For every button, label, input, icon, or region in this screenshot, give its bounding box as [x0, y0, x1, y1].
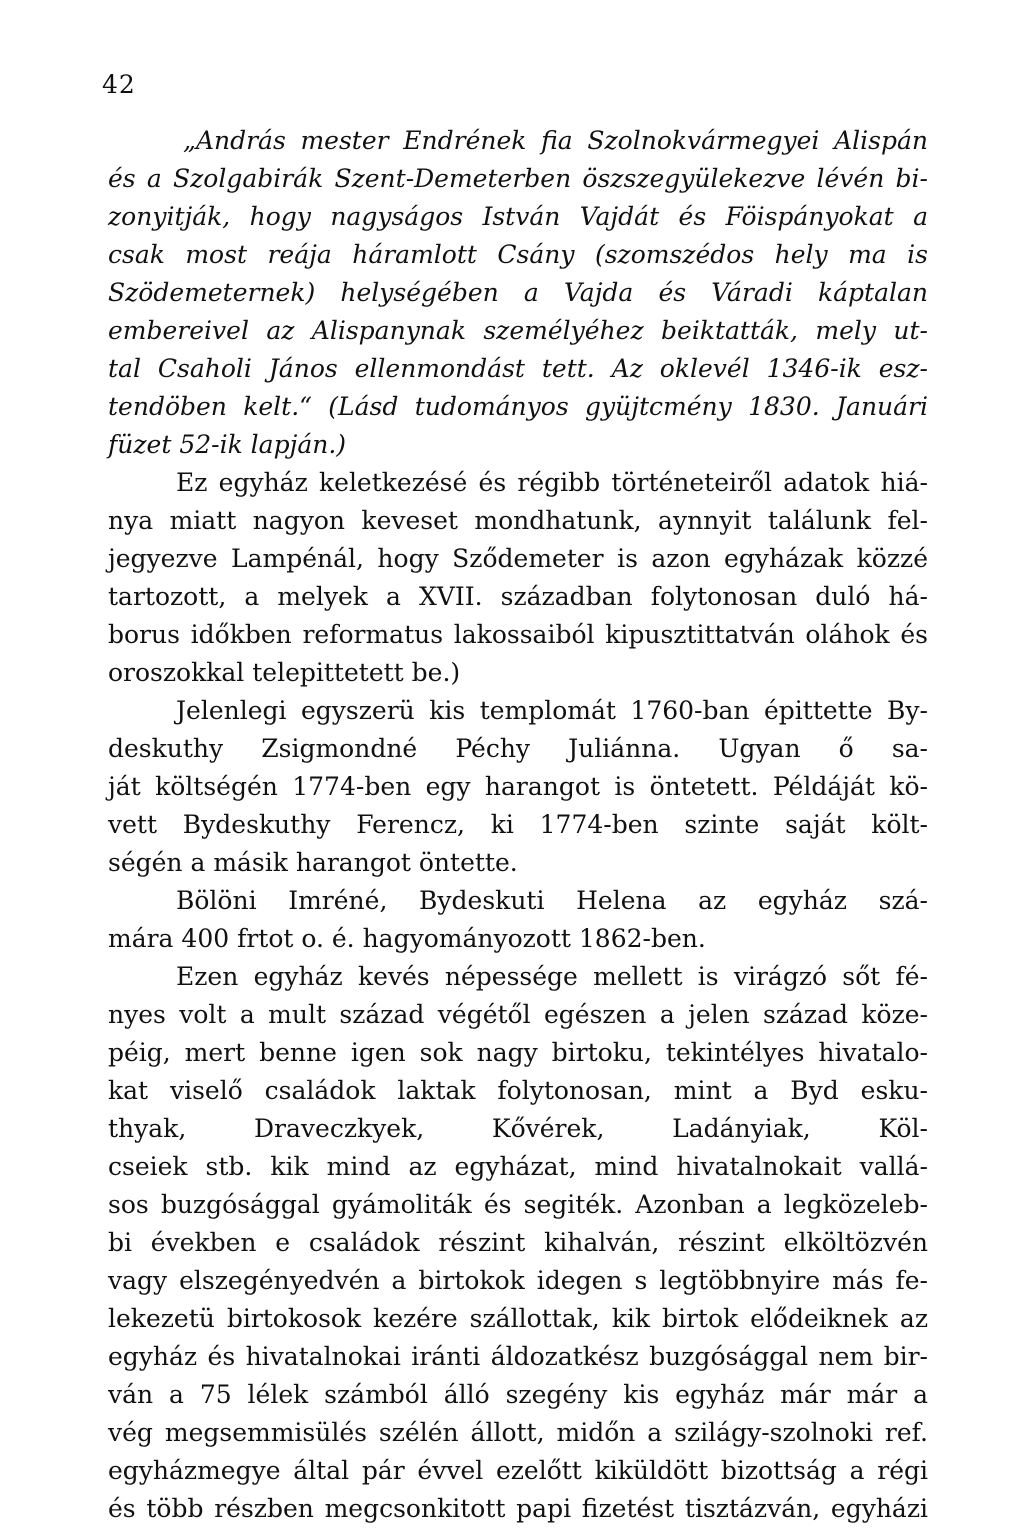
- text-line: bi években e családok részint kihalván, részint elköltözvén: [108, 1228, 928, 1257]
- text-line: kat viselő családok laktak folytonosan, mint a Byd esku-: [108, 1076, 928, 1105]
- text-line: tartozott, a melyek a XVII. században folytonosan duló há-: [108, 582, 928, 611]
- body-text: [108, 122, 928, 1528]
- text-line: Ezen egyház kevés népessége mellett is virágzó sőt fé-: [176, 962, 928, 991]
- text-line: thyak, Draveczkyek, Kővérek, Ladányiak, Köl-: [108, 1114, 928, 1143]
- text-line: Szödemeternek) helységében a Vajda és Váradi káptalan: [108, 278, 928, 307]
- text-line: vég megsemmisülés szélén állott, midőn a szilágy-szolnoki ref.: [108, 1418, 928, 1447]
- text-line: oroszokkal telepittetett be.): [108, 658, 461, 687]
- page-number: 42: [102, 70, 136, 99]
- text-line: mára 400 frtot o. é. hagyományozott 1862-ben.: [108, 924, 706, 953]
- text-line: jegyezve Lampénál, hogy Sződemeter is azon egyházak közzé: [108, 544, 928, 573]
- text-line: tal Csaholi János ellenmondást tett. Az oklevél 1346-ik esz-: [108, 354, 928, 383]
- text-line: vett Bydeskuthy Ferencz, ki 1774-ben szinte saját költ-: [108, 810, 928, 839]
- text-line: embereivel az Alispanynak személyéhez beiktatták, mely ut-: [108, 316, 928, 345]
- text-line: deskuthy Zsigmondné Péchy Juliánna. Ugyan ő sa-: [108, 734, 928, 763]
- text-line: ját költségén 1774-ben egy harangot is öntetett. Példáját kö-: [108, 772, 928, 801]
- text-line: egyház és hivatalnokai iránti áldozatkész buzgósággal nem bir-: [108, 1342, 928, 1371]
- text-line: zonyitják, hogy nagyságos István Vajdát és Föispányokat a: [108, 202, 928, 231]
- text-line: és a Szolgabirák Szent-Demeterben öszszegyülekezve lévén bi-: [108, 164, 928, 193]
- text-line: ván a 75 lélek számból álló szegény kis egyház már már a: [108, 1380, 928, 1409]
- text-line: vagy elszegényedvén a birtokok idegen s legtöbbnyire más fe-: [108, 1266, 928, 1295]
- text-line: füzet 52-ik lapján.): [108, 430, 347, 459]
- text-line: „András mester Endrének fia Szolnokvármegyei Alispán: [183, 126, 928, 155]
- text-line: ségén a másik harangot öntette.: [108, 848, 518, 877]
- text-line: egyházmegye által pár évvel ezelőtt kiküldött bizottság a régi: [108, 1456, 928, 1485]
- text-line: nya miatt nagyon keveset mondhatunk, aynnyit találunk fel-: [108, 506, 928, 535]
- text-line: cseiek stb. kik mind az egyházat, mind hivatalnokait vallá-: [108, 1152, 928, 1181]
- text-line: csak most reája háramlott Csány (szomszédos hely ma is: [108, 240, 928, 269]
- text-line: lekezetü birtokosok kezére szállottak, kik birtok elődeiknek az: [108, 1304, 928, 1333]
- text-line: sos buzgósággal gyámoliták és segiték. Azonban a legközeleb-: [108, 1190, 928, 1219]
- text-line: tendöben kelt.“ (Lásd tudományos gyüjtcmény 1830. Januári: [108, 392, 928, 421]
- text-line: borus időkben reformatus lakossaiból kipusztittatván oláhok és: [108, 620, 928, 649]
- text-line: nyes volt a mult század végétől egészen a jelen század köze-: [108, 1000, 928, 1029]
- text-line: és több részben megcsonkitott papi fizetést tisztázván, egyházi: [108, 1494, 928, 1523]
- text-line: Bölöni Imréné, Bydeskuti Helena az egyház szá-: [176, 886, 928, 915]
- text-line: Ez egyház keletkezésé és régibb történeteiről adatok hiá-: [176, 468, 928, 497]
- text-line: Jelenlegi egyszerü kis templomát 1760-ban épittette By-: [176, 696, 928, 725]
- text-line: péig, mert benne igen sok nagy birtoku, tekintélyes hivatalo-: [108, 1038, 928, 1067]
